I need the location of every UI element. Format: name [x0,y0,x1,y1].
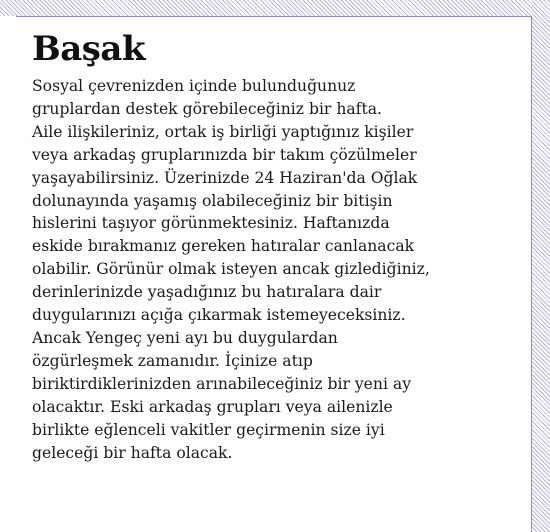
body-line: Sosyal çevrenizden içinde bulunduğunuz [32,77,356,95]
body-line: birlikte eğlenceli vakitler geçirmenin size iyi [32,420,385,439]
body-line: geleceği bir hafta olacak. [32,443,233,462]
body-line: gruplardan destek görebileceğiniz bir hafta. [32,99,382,118]
body-line: Aile ilişkileriniz, ortak iş birliği yaptığınız kişiler [32,122,414,141]
body-line: olabilir. Görünür olmak isteyen ancak gizlediğiniz, [32,260,430,279]
body-line: özgürleşmek zamanıdır. İçinize atıp [32,351,313,370]
decorative-stripe-right [532,0,550,532]
body-line: Ancak Yengeç yeni ayı bu duygulardan [32,328,338,347]
body-line: yaşayabilirsiniz. Üzerinizde 24 Haziran'da Oğlak [32,168,418,187]
body-line: duygularınızı açığa çıkarmak istemeyeceksiniz. [32,306,406,325]
body-line: hislerini taşıyor görünmektesiniz. Haftanızda [32,214,390,233]
body-line: olacaktır. Eski arkadaş grupları veya ailenizle [32,397,393,416]
horoscope-card [16,16,532,532]
body-line: dolunayında yaşamış olabileceğiniz bir bitişin [32,191,393,210]
horoscope-body [32,75,532,464]
body-line: derinlerinizde yaşadığınız bu hatıralara dair [32,283,382,302]
sign-title: Başak [32,29,145,69]
body-line: eskide bırakmanız gereken hatıralar canlanacak [32,237,415,256]
body-line: veya arkadaş gruplarınızda bir takım çözülmeler [32,145,417,164]
body-line: biriktirdiklerinizden arınabileceğiniz bir yeni ay [32,374,412,393]
decorative-stripe-top [0,0,550,16]
